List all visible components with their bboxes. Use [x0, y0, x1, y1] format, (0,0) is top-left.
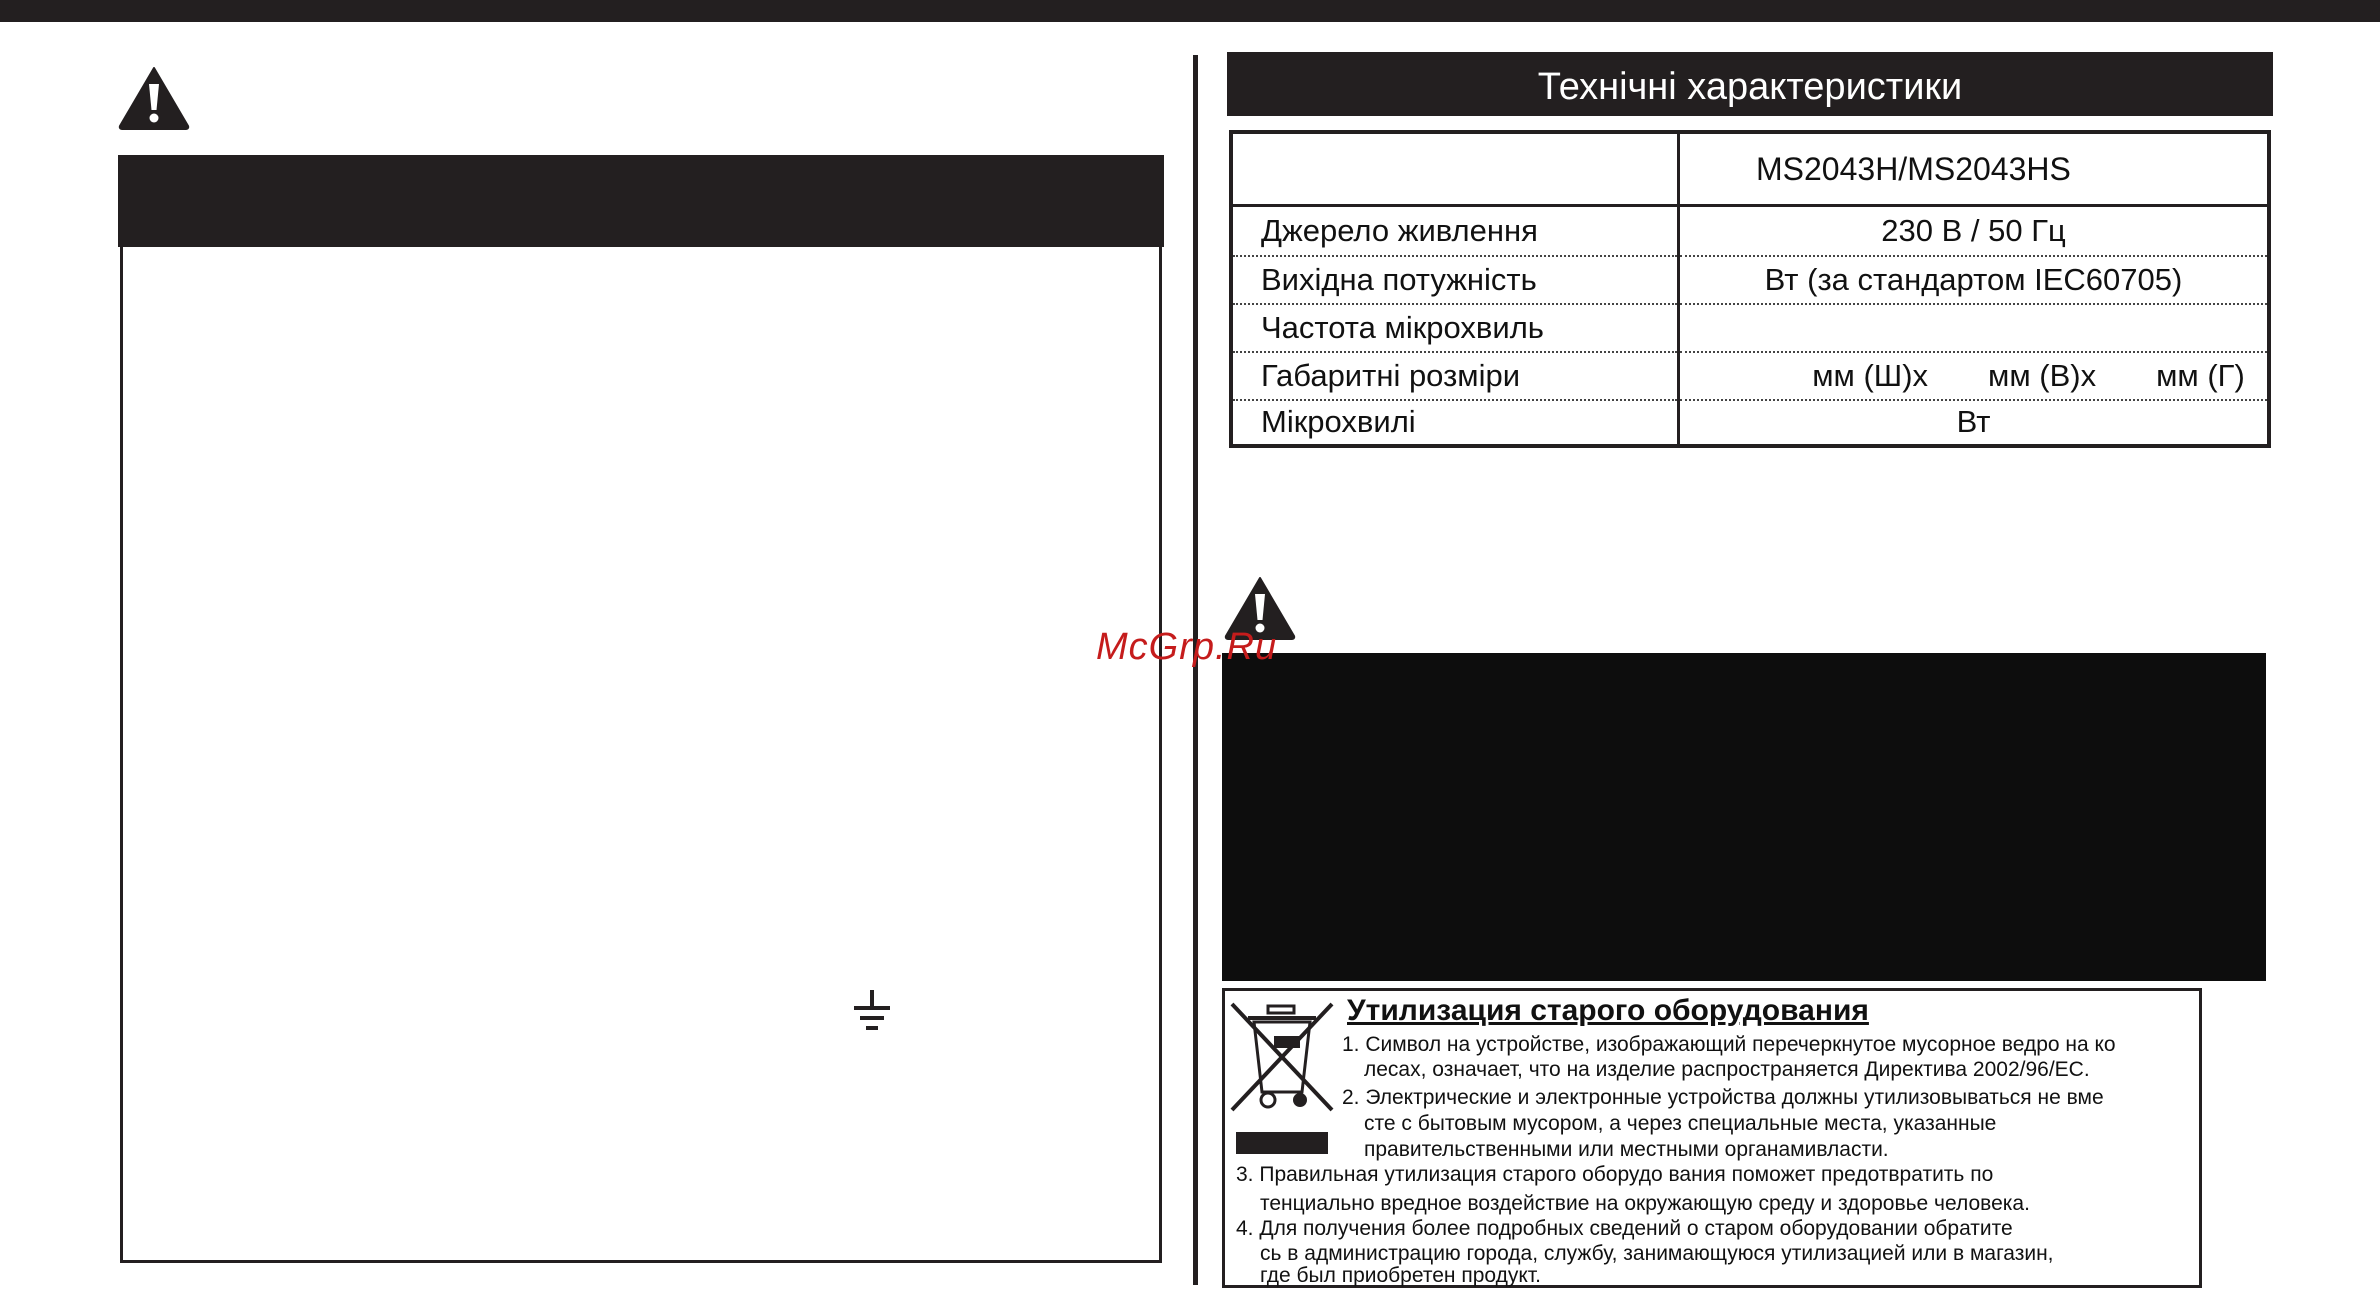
ground-symbol-icon — [852, 990, 892, 1034]
disposal-title: Утилизация старого оборудования — [1347, 994, 1869, 1027]
table-row — [1231, 206, 2269, 256]
spec-label-dimensions: Габаритні розміри — [1231, 352, 1679, 400]
watermark-link[interactable]: McGrp.Ru — [1096, 626, 1278, 668]
spec-value-microwaves: Вт — [1956, 404, 1991, 440]
dimension-height: мм (В)х — [1988, 357, 2097, 393]
center-divider — [1193, 55, 1198, 1285]
bin-underline-bar — [1236, 1132, 1328, 1154]
spec-table — [1229, 130, 2271, 448]
disposal-line: где был приобретен продукт. — [1260, 1264, 1541, 1287]
spec-title: Технічні характеристики — [1227, 52, 2273, 116]
disposal-line: 3. Правильная утилизация старого оборудо вания поможет предотвратить по — [1236, 1163, 1994, 1186]
disposal-line: правительственными или местными органамивласти. — [1364, 1138, 1889, 1161]
table-row — [1231, 352, 2269, 400]
crossed-out-bin-icon — [1228, 1000, 1338, 1115]
disposal-line: сте с бытовым мусором, а через специальные места, указанные — [1364, 1112, 1997, 1135]
disposal-line: 4. Для получения более подробных сведений о старом оборудовании обратите — [1236, 1217, 2013, 1240]
spec-label-output-power: Вихідна потужність — [1231, 256, 1679, 304]
disposal-line: 2. Электрические и электронные устройства должны утилизовываться не вме — [1342, 1086, 2104, 1109]
disposal-line: сь в администрацию города, службу, занимающуюся утилизацией или в магазин, — [1260, 1242, 2054, 1265]
table-row — [1231, 400, 2269, 446]
table-row — [1231, 256, 2269, 304]
spec-header-row — [1231, 132, 2269, 206]
spec-model: MS2043H/MS2043HS — [1679, 132, 2270, 206]
top-bar — [0, 0, 2380, 22]
dimension-width: мм (Ш)х — [1812, 357, 1929, 393]
warning-triangle-icon — [118, 66, 190, 130]
spec-value-dimensions — [1679, 352, 2270, 400]
spec-header-empty-cell — [1231, 132, 1679, 206]
dimension-depth: мм (Г) — [2156, 357, 2245, 393]
disposal-line: лесах, означает, что на изделие распространяется Директива 2002/96/ЕС. — [1364, 1058, 2090, 1081]
spec-value-microwave-frequency — [1679, 304, 2270, 352]
spec-label-microwave-frequency: Частота мікрохвиль — [1231, 304, 1679, 352]
right-black-panel — [1222, 653, 2266, 981]
left-section-box — [120, 245, 1162, 1263]
table-row — [1231, 304, 2269, 352]
disposal-line: тенциально вредное воздействие на окружающую среду и здоровье человека. — [1260, 1192, 2030, 1215]
spec-label-microwaves: Мікрохвилі — [1231, 400, 1679, 446]
spec-value-output-power: Вт (за стандартом IEC60705) — [1679, 256, 2270, 304]
spec-label-power-source: Джерело живлення — [1231, 206, 1679, 256]
disposal-line: 1. Символ на устройстве, изображающий перечеркнутое мусорное ведро на ко — [1342, 1033, 2116, 1056]
spec-value-power-source: 230 В / 50 Гц — [1679, 206, 2270, 256]
left-section-header — [118, 155, 1164, 247]
